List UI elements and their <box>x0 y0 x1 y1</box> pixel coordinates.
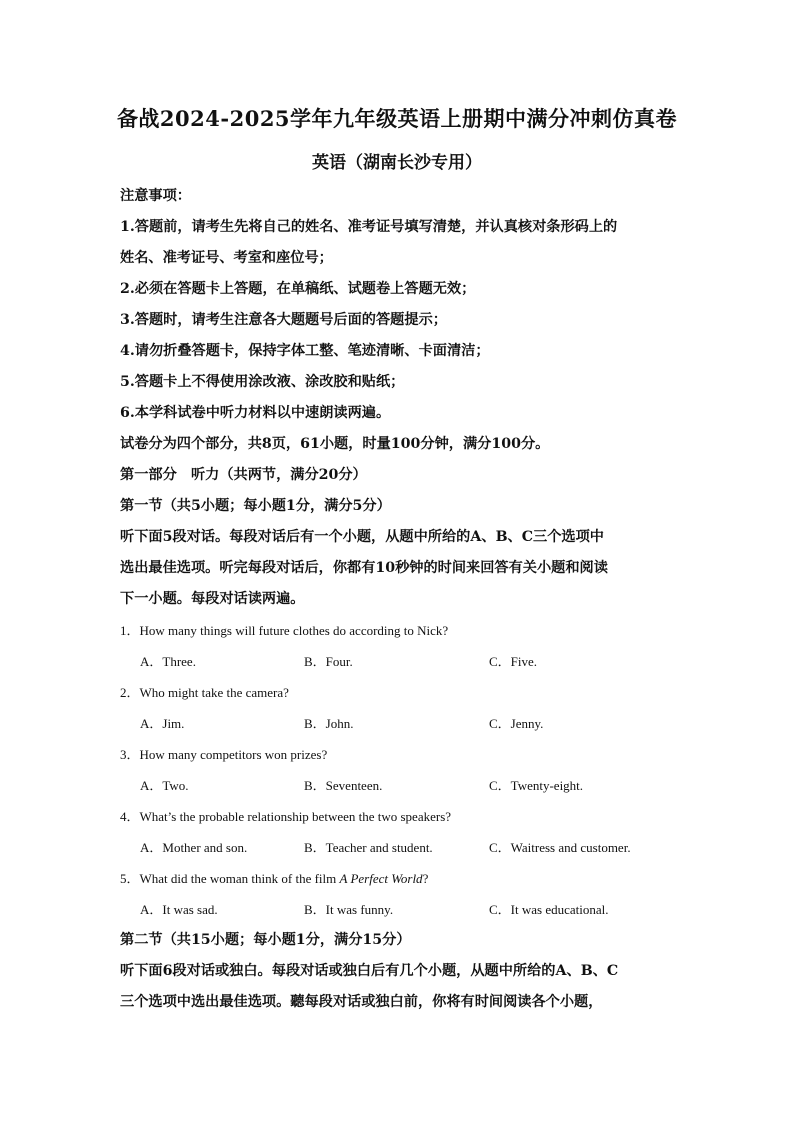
option-a: A．Three. <box>140 654 196 669</box>
question-options <box>120 832 682 863</box>
option-b: B．It was funny. <box>304 902 394 917</box>
notice-line: 4.请勿折叠答题卡，保持字体工整、笔迹清晰、卡面清洁； <box>120 343 490 359</box>
option-c: C．Jenny. <box>489 716 544 731</box>
section-instruction: 听下面6段对话或独白。每段对话或独白后有几个小题，从题中所给的A、B、C <box>120 963 619 979</box>
notice-line: 姓名、准考证号、考室和座位号； <box>120 250 333 266</box>
option-c: C．Five. <box>489 654 538 669</box>
section-heading: 第一节（共5小题；每小题1分，满分5分） <box>120 498 391 514</box>
option-b: B．Four. <box>304 654 353 669</box>
option-a: A．Two. <box>140 778 189 793</box>
question-options <box>120 894 682 925</box>
question-stem: 3．How many competitors won prizes? <box>120 747 328 762</box>
option-b: B．John. <box>304 716 354 731</box>
option-b: B．Seventeen. <box>304 778 383 793</box>
question-options <box>120 708 682 739</box>
option-a: A．It was sad. <box>140 902 218 917</box>
notice-line: 6.本学科试卷中听力材料以中速朗读两遍。 <box>120 405 391 421</box>
part-heading: 第一部分 听力（共两节，满分20分） <box>120 467 367 483</box>
section-heading: 第二节（共15小题；每小题1分，满分15分） <box>120 932 411 948</box>
notice-heading: 注意事项： <box>120 188 191 204</box>
question-stem: 1．How many things will future clothes do according to Nick? <box>120 623 449 638</box>
option-b: B．Teacher and student. <box>304 840 433 855</box>
option-c: C．It was educational. <box>489 902 609 917</box>
option-c: C．Waitress and customer. <box>489 840 631 855</box>
option-c: C．Twenty-eight. <box>489 778 584 793</box>
section-instruction: 三个选项中选出最佳选项。聽每段对话或独白前，你将有时间阅读各个小题， <box>120 994 603 1010</box>
question-options <box>120 770 682 801</box>
question-stem-suffix: ? <box>422 871 429 886</box>
exam-body <box>120 181 682 1018</box>
section-instruction: 下一小题。每段对话读两遍。 <box>120 591 305 607</box>
question-stem <box>120 863 682 894</box>
section-instruction: 选出最佳选项。听完每段对话后，你都有10秒钟的时间来回答有关小题和阅读 <box>120 560 608 576</box>
question-stem: 4．What’s the probable relationship between the two speakers? <box>120 809 452 824</box>
notice-line: 1.答题前，请考生先将自己的姓名、准考证号填写清楚，并认真核对条形码上的 <box>120 219 618 235</box>
question-stem-prefix: 5．What did the woman think of the film <box>120 871 340 886</box>
question-stem: 2．Who might take the camera? <box>120 685 289 700</box>
notice-line: 5.答题卡上不得使用涂改液、涂改胶和贴纸； <box>120 374 405 390</box>
page-subtitle: 英语（湖南长沙专用） <box>312 153 482 173</box>
notice-line: 3.答题时，请考生注意各大题题号后面的答题提示； <box>120 312 447 328</box>
paper-info: 试卷分为四个部分，共8页，61小题，时量100分钟，满分100分。 <box>120 436 550 452</box>
notice-line: 2.必须在答题卡上答题，在单稿纸、试题卷上答题无效； <box>120 281 476 297</box>
question-options <box>120 646 682 677</box>
option-a: A．Jim. <box>140 716 185 731</box>
film-title: A Perfect World <box>339 871 423 886</box>
option-a: A．Mother and son. <box>140 840 248 855</box>
page-title: 备战2024-2025学年九年级英语上册期中满分冲刺仿真卷 <box>116 106 678 131</box>
section-instruction: 听下面5段对话。每段对话后有一个小题，从题中所给的A、B、C三个选项中 <box>120 529 604 545</box>
